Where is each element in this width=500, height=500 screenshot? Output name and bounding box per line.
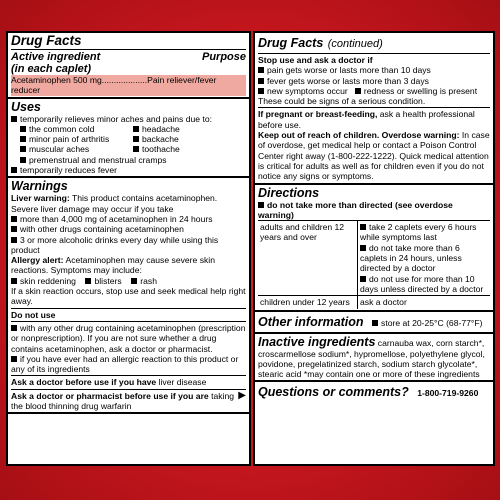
- liver-warning: Liver warning: This product contains acetaminophen. Severe liver damage may occur if you take: [11, 193, 218, 214]
- inactive-ingredients: Inactive ingredients carnauba wax, corn starch*, croscarmellose sodium*, hypromellose, polyethylene glycol, povidone, pregelatinized starch, sodium starch glycolate*, stearic acid *may contain one or more of these ingredients: [258, 334, 485, 380]
- per-caplet-label: (in each caplet): [11, 63, 92, 75]
- directions-table: [258, 220, 490, 308]
- directions-title: Directions: [258, 185, 320, 200]
- uses-item: toothache: [133, 144, 246, 154]
- liver-item: more than 4,000 mg of acetaminophen in 24 hours: [11, 214, 246, 224]
- child-instructions: ask a doctor: [358, 295, 490, 308]
- allergy-after: If a skin reaction occurs, stop use and seek medical help right away.: [11, 286, 246, 307]
- uses-item: the common cold: [20, 124, 133, 134]
- other-information-section: [255, 312, 493, 334]
- do-not-use-title: Do not use: [11, 309, 56, 320]
- ask-doctor: Ask a doctor before use if you have liver disease: [11, 377, 207, 388]
- other-information-text: store at 20-25°C (68-77°F): [372, 318, 482, 328]
- continue-arrow-icon: ▶: [238, 389, 246, 401]
- stop-item: fever gets worse or lasts more than 3 days: [258, 76, 490, 86]
- warnings-section: [8, 178, 249, 414]
- questions-section: [255, 382, 493, 402]
- warnings-title: Warnings: [11, 179, 68, 194]
- stop-item: pain gets worse or lasts more than 10 days: [258, 65, 490, 75]
- stop-use-section: [255, 33, 493, 185]
- child-label: children under 12 years: [258, 295, 358, 308]
- uses-section: [8, 99, 249, 179]
- directions-section: [255, 185, 493, 312]
- keep-out-reach: Keep out of reach of children. Overdose warning: In case of overdose, get medical help or contact a Poison Control Center right away (1-800-222-1222). Quick medical attention is critical for adults as well as for children even if you do not notice any signs or symptoms.: [258, 130, 490, 182]
- allergy-items: skin reddening blisters rash: [11, 276, 246, 286]
- liver-item: with other drugs containing acetaminophen: [11, 224, 246, 234]
- active-ingredient-heading: Active ingredient: [11, 51, 101, 63]
- stop-after: These could be signs of a serious condition.: [258, 96, 426, 107]
- drug-facts-header: [8, 33, 249, 99]
- uses-intro: temporarily relieves minor aches and pains due to:: [11, 114, 246, 124]
- pregnant-note: If pregnant or breast-feeding, ask a health professional before use.: [258, 109, 475, 130]
- inactive-ingredients-section: [255, 334, 493, 383]
- drug-facts-left-panel: [6, 31, 251, 466]
- stop-use-title: Stop use and ask a doctor if: [258, 55, 373, 65]
- allergy-alert: Allergy alert: Acetaminophen may cause severe skin reactions. Symptoms may include:: [11, 255, 215, 276]
- uses-item: backache: [133, 134, 246, 144]
- uses-title: Uses: [11, 99, 41, 114]
- adult-instructions: take 2 caplets every 6 hours while symptoms last do not take more than 6 caplets in 24 hours, unless directed by a doctor do not use for more than 10 days unless directed by a doctor: [358, 221, 490, 295]
- uses-item: premenstrual and menstrual cramps: [11, 155, 246, 165]
- questions-phone: 1-800-719-9260: [417, 388, 479, 399]
- directions-note: do not take more than directed (see overdose warning): [258, 200, 490, 221]
- uses-item: minor pain of arthritis: [20, 134, 133, 144]
- stop-item-pair: new symptoms occur redness or swelling is present: [258, 86, 490, 96]
- drug-facts-title: Drug Facts: [11, 33, 82, 48]
- uses-reduces-fever: temporarily reduces fever: [11, 165, 246, 175]
- adult-label: adults and children 12 years and over: [258, 221, 358, 295]
- other-information-title: Other information: [258, 314, 364, 329]
- do-not-use-item: with any other drug containing acetaminophen (prescription or nonprescription). If you are not sure whether a drug contains acetaminophen, ask a doctor or pharmacist.: [11, 322, 246, 354]
- purpose-heading: Purpose: [201, 51, 246, 63]
- continued-title: Drug Facts (continued): [258, 36, 383, 50]
- ask-pharmacist: ▶ Ask a doctor or pharmacist before use if you are taking the blood thinning drug warfarin: [11, 389, 246, 412]
- do-not-use-item: if you have ever had an allergic reaction to this product or any of its ingredients: [11, 354, 246, 375]
- uses-item: muscular aches: [20, 144, 133, 154]
- questions-title: Questions or comments?: [258, 385, 409, 400]
- uses-item: headache: [133, 124, 246, 134]
- ingredient-line: Acetaminophen 500 mg...................Pain reliever/fever reducer: [11, 75, 246, 96]
- drug-facts-right-panel: [253, 31, 495, 466]
- liver-item: 3 or more alcoholic drinks every day while using this product: [11, 235, 246, 256]
